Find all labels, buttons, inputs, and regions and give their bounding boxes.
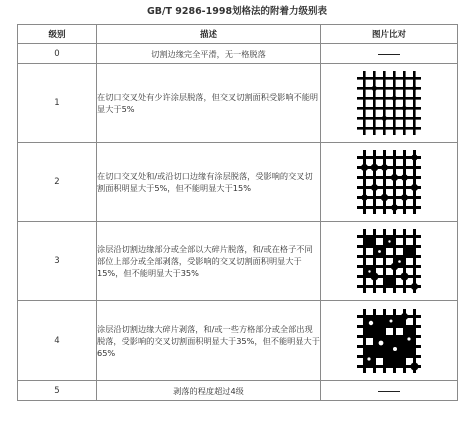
level-cell: 0 [18,44,97,64]
image-cell [321,301,458,381]
crosshatch-pattern-1-icon [357,71,421,135]
table-row [18,64,458,143]
dash-icon [378,391,400,392]
dash-icon [378,54,400,55]
table-row [18,44,458,64]
description-cell: 涂层沿切割边缘大碎片剥落，和/或一些方格部分或全部出现脱落，受影响的交叉切割面积明显大于35%，但不能明显大于65% [97,301,321,381]
column-header-description: 描述 [97,25,321,44]
level-cell: 2 [18,143,97,222]
column-header-image: 图片比对 [321,25,458,44]
table-row [18,222,458,301]
table-header-row [18,25,458,44]
level-cell: 3 [18,222,97,301]
image-cell [321,143,458,222]
description-cell: 切割边缘完全平滑，无一格脱落 [97,44,321,64]
crosshatch-pattern-4-icon [357,309,421,373]
table-row [18,301,458,381]
page-title: GB/T 9286-1998划格法的附着力级别表 [146,6,328,17]
adhesion-grade-table [17,24,458,401]
description-cell: 涂层沿切割边缘部分或全部以大碎片脱落，和/或在格子不同部位上部分或全部剥落，受影响的交叉切割面积明显大于15%，但不能明显大于35% [97,222,321,301]
image-cell [321,222,458,301]
crosshatch-pattern-3-icon [357,229,421,293]
level-cell: 5 [18,381,97,401]
image-cell [321,64,458,143]
level-cell: 1 [18,64,97,143]
description-cell: 在切口交叉处和/或沿切口边缘有涂层脱落，受影响的交叉切割面积明显大于5%，但不能明显大于15% [97,143,321,222]
description-cell: 在切口交叉处有少许涂层脱落，但交叉切割面积受影响不能明显大于5% [97,64,321,143]
description-cell: 剥落的程度超过4级 [97,381,321,401]
table-row [18,381,458,401]
table-row [18,143,458,222]
column-header-level: 级别 [18,25,97,44]
crosshatch-pattern-2-icon [357,150,421,214]
image-cell [321,44,458,64]
level-cell: 4 [18,301,97,381]
image-cell [321,381,458,401]
